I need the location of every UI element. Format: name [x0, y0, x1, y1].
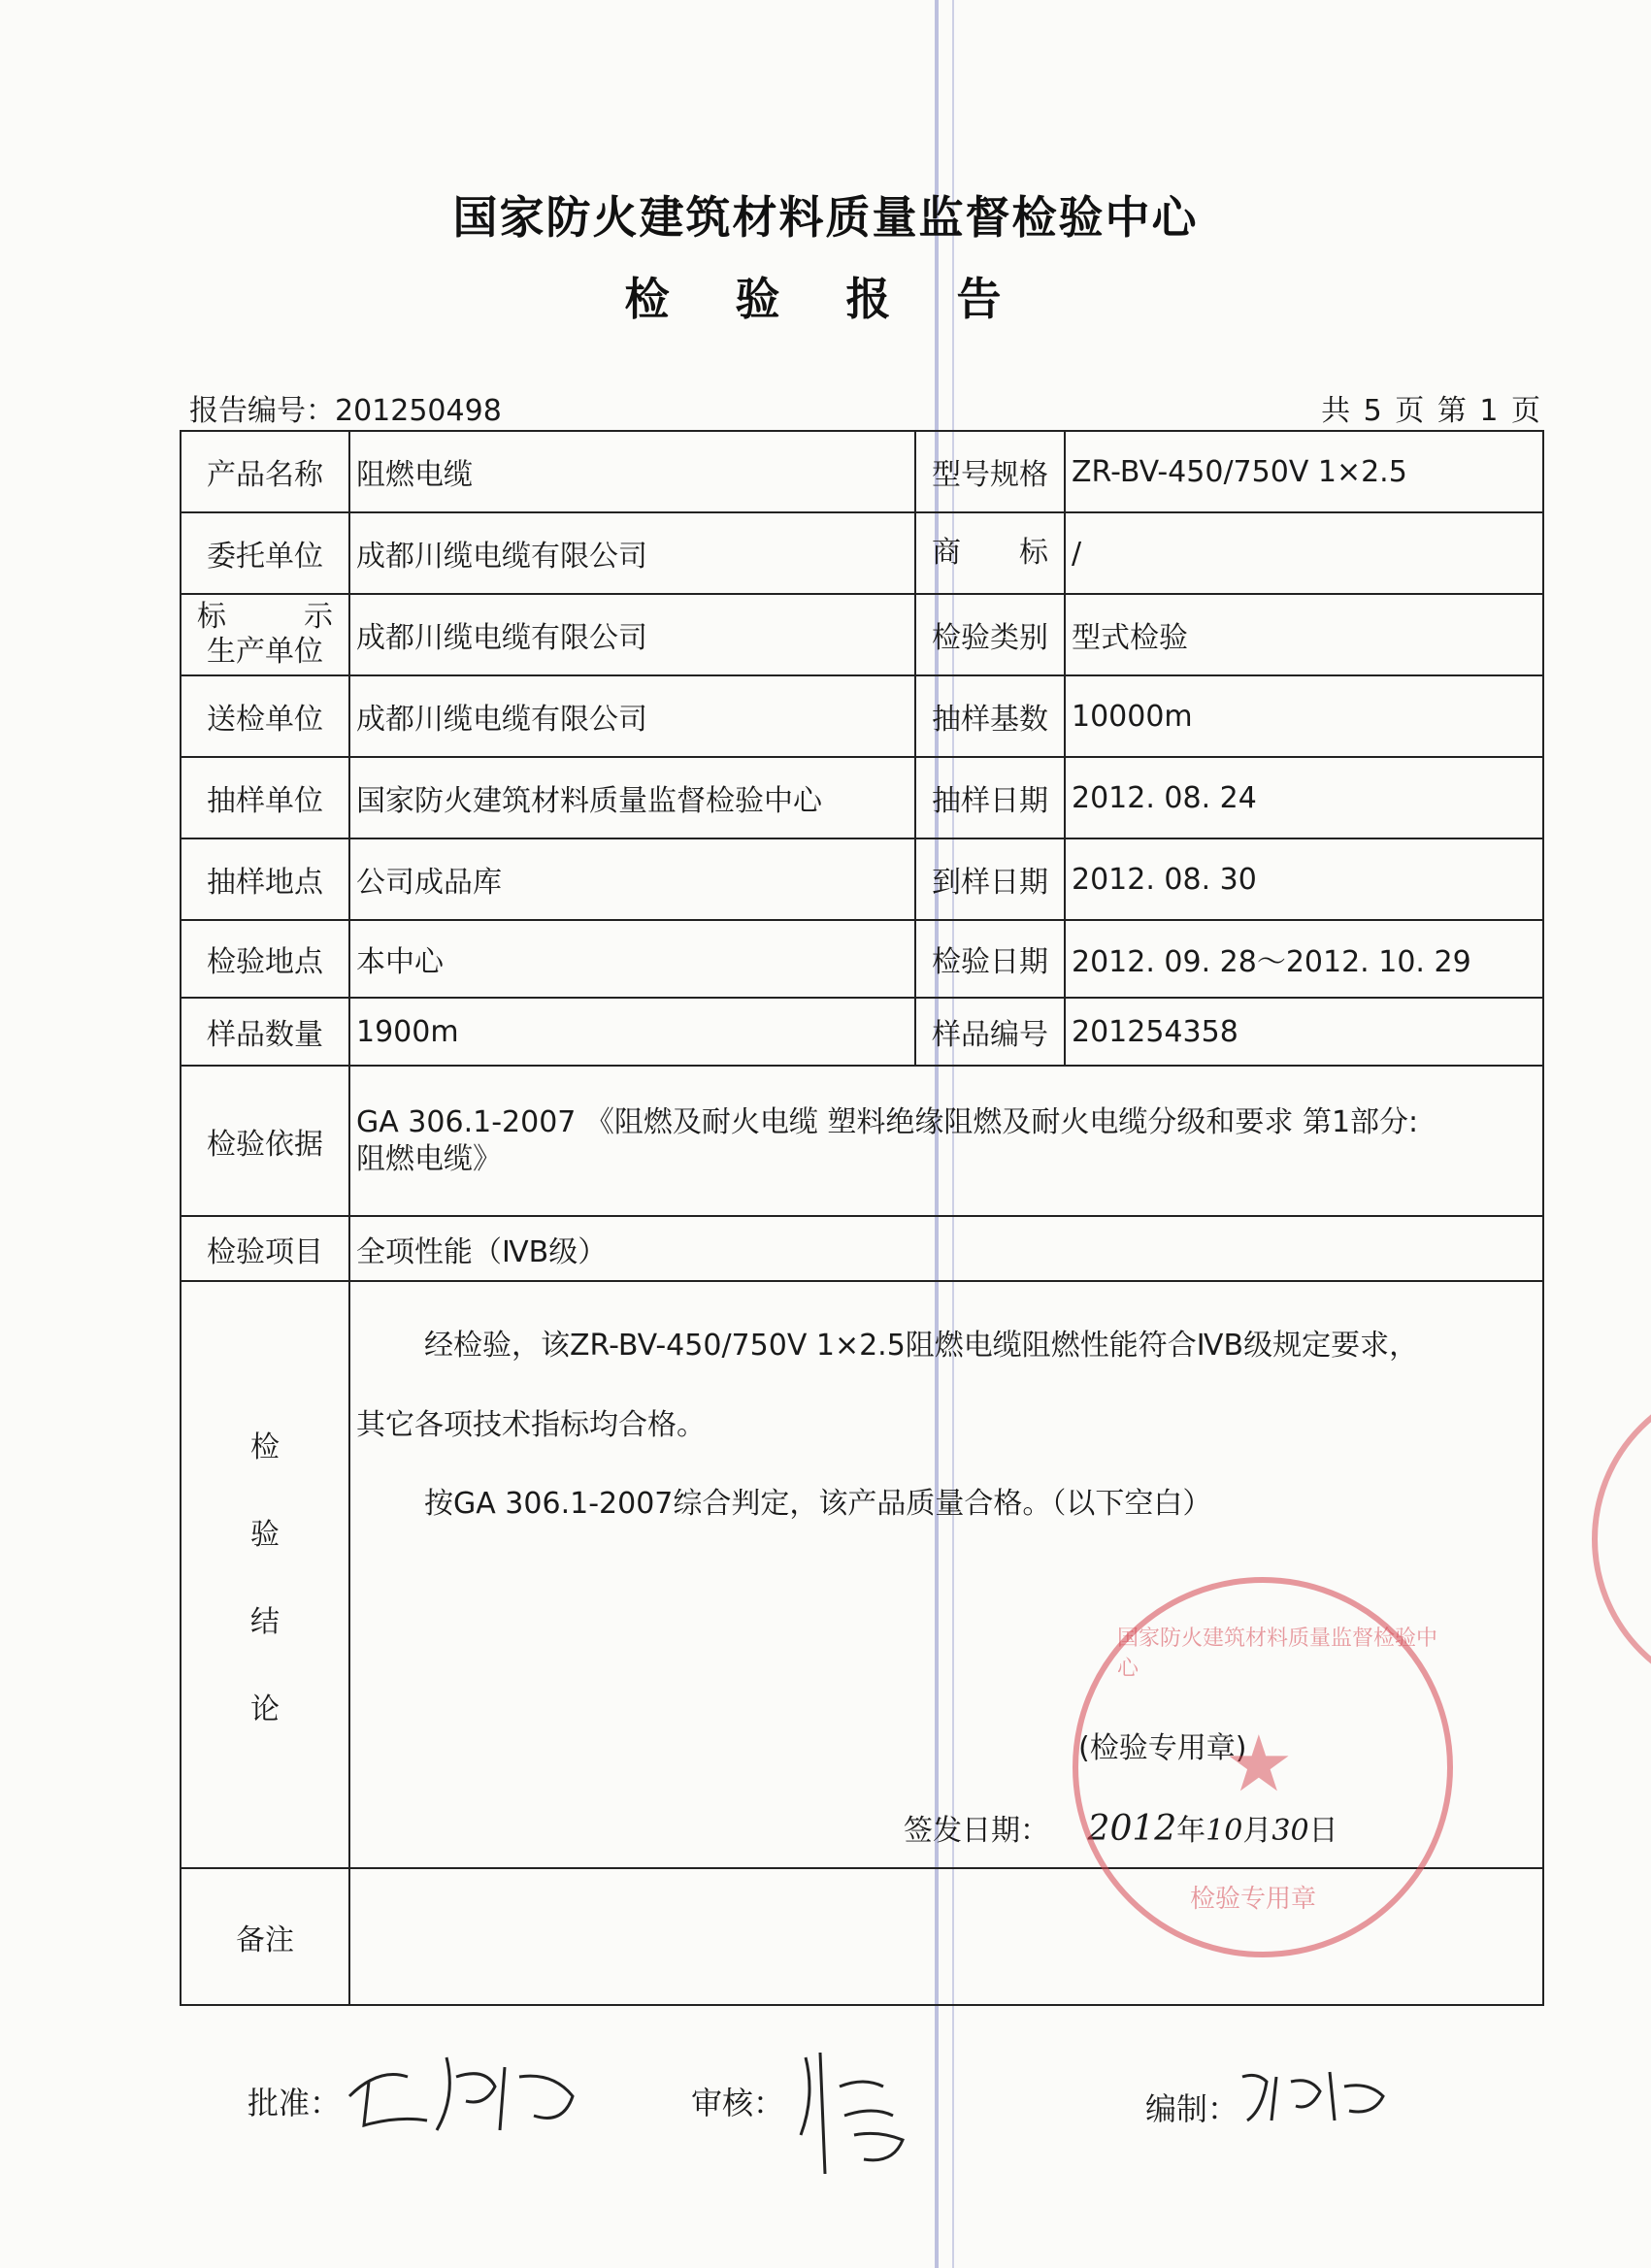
product-name-value: 阻燃电缆	[349, 431, 915, 512]
client-label: 委托单位	[181, 512, 349, 594]
table-row	[181, 1216, 1543, 1281]
table-row	[181, 594, 1543, 675]
approve-label: 批准：	[248, 2085, 342, 2121]
items-label: 检验项目	[181, 1216, 349, 1281]
report-number	[189, 386, 502, 429]
test-place-value: 本中心	[349, 920, 915, 998]
model-label: 型号规格	[915, 431, 1065, 512]
issue-date: 签发日期： 2012年10月30日	[904, 1809, 1338, 1849]
seal-star-icon: ★	[1224, 1719, 1294, 1809]
trademark-label: 商 标	[915, 512, 1065, 594]
test-date-label: 检验日期	[915, 920, 1065, 998]
org-title: 国家防火建筑材料质量监督检验中心	[452, 191, 1199, 244]
model-value: ZR-BV-450/750V 1×2.5	[1065, 431, 1543, 512]
table-row	[181, 431, 1543, 512]
review-signature	[786, 2038, 941, 2184]
report-number-value: 201250498	[335, 394, 502, 428]
document-title: 检 验 报 告	[624, 273, 1027, 325]
seal-bottom-text: 检验专用章	[1190, 1885, 1317, 1914]
page-info: 共 5 页 第 1 页	[1321, 394, 1542, 428]
test-date-value: 2012. 09. 28～2012. 10. 29	[1065, 920, 1543, 998]
category-value: 型式检验	[1065, 594, 1543, 675]
report-number-label: 报告编号：	[189, 394, 335, 428]
issue-day: 30	[1271, 1814, 1309, 1848]
category-label: 检验类别	[915, 594, 1065, 675]
table-row	[181, 1066, 1543, 1216]
sampler-value: 国家防火建筑材料质量监督检验中心	[349, 757, 915, 838]
basis-line-2: 阻燃电缆》	[356, 1141, 502, 1176]
seal-ring-text: 国家防火建筑材料质量监督检验中心	[1117, 1627, 1438, 1681]
conclusion-line-1: 经检验，该ZR-BV-450/750V 1×2.5阻燃电缆阻燃性能符合ⅣB级规定要求，	[424, 1329, 1419, 1363]
prepare-signature	[1233, 2062, 1398, 2130]
arrival-date-label: 到样日期	[915, 838, 1065, 920]
quantity-label: 样品数量	[181, 998, 349, 1066]
stamp-label: (检验专用章)	[1078, 1731, 1247, 1765]
sampling-place-label: 抽样地点	[181, 838, 349, 920]
sender-value: 成都川缆电缆有限公司	[349, 675, 915, 757]
sampler-label: 抽样单位	[181, 757, 349, 838]
approve-signature	[340, 2038, 602, 2145]
sample-base-label: 抽样基数	[915, 675, 1065, 757]
table-row	[181, 757, 1543, 838]
test-place-label: 检验地点	[181, 920, 349, 998]
table-row	[181, 675, 1543, 757]
marked-producer-value: 成都川缆电缆有限公司	[349, 594, 915, 675]
issue-date-label: 签发日期：	[904, 1814, 1049, 1848]
table-row	[181, 838, 1543, 920]
client-value: 成都川缆电缆有限公司	[349, 512, 915, 594]
items-value: 全项性能（ⅣB级）	[349, 1216, 1543, 1281]
marked-producer-label: 标 示 生产单位	[181, 594, 349, 675]
sampling-place-value: 公司成品库	[349, 838, 915, 920]
table-row	[181, 512, 1543, 594]
conclusion-line-2: 其它各项技术指标均合格。	[356, 1408, 706, 1442]
basis-value	[349, 1066, 1543, 1216]
conclusion-line-3: 按GA 306.1-2007综合判定，该产品质量合格。（以下空白）	[424, 1487, 1212, 1521]
sample-number-label: 样品编号	[915, 998, 1065, 1066]
sample-base-value: 10000m	[1065, 675, 1543, 757]
trademark-value: /	[1065, 512, 1543, 594]
quantity-value: 1900m	[349, 998, 915, 1066]
issue-month: 10	[1205, 1814, 1243, 1848]
table-row	[181, 998, 1543, 1066]
remarks-label: 备注	[181, 1868, 349, 2005]
product-name-label: 产品名称	[181, 431, 349, 512]
inspection-seal	[1073, 1577, 1453, 1957]
table-row	[181, 920, 1543, 998]
prepare-label: 编制：	[1145, 2090, 1239, 2127]
sampling-date-label: 抽样日期	[915, 757, 1065, 838]
basis-line-1: GA 306.1-2007 《阻燃及耐火电缆 塑料绝缘阻燃及耐火电缆分级和要求 第1部分:	[356, 1104, 1419, 1139]
basis-label: 检验依据	[181, 1066, 349, 1216]
sender-label: 送检单位	[181, 675, 349, 757]
sample-number-value: 201254358	[1065, 998, 1543, 1066]
conclusion-label: 检 验 结 论	[181, 1281, 349, 1868]
review-label: 审核：	[691, 2085, 785, 2121]
arrival-date-value: 2012. 08. 30	[1065, 838, 1543, 920]
issue-year: 2012	[1087, 1809, 1177, 1849]
sampling-date-value: 2012. 08. 24	[1065, 757, 1543, 838]
partial-seal	[1592, 1378, 1651, 1700]
